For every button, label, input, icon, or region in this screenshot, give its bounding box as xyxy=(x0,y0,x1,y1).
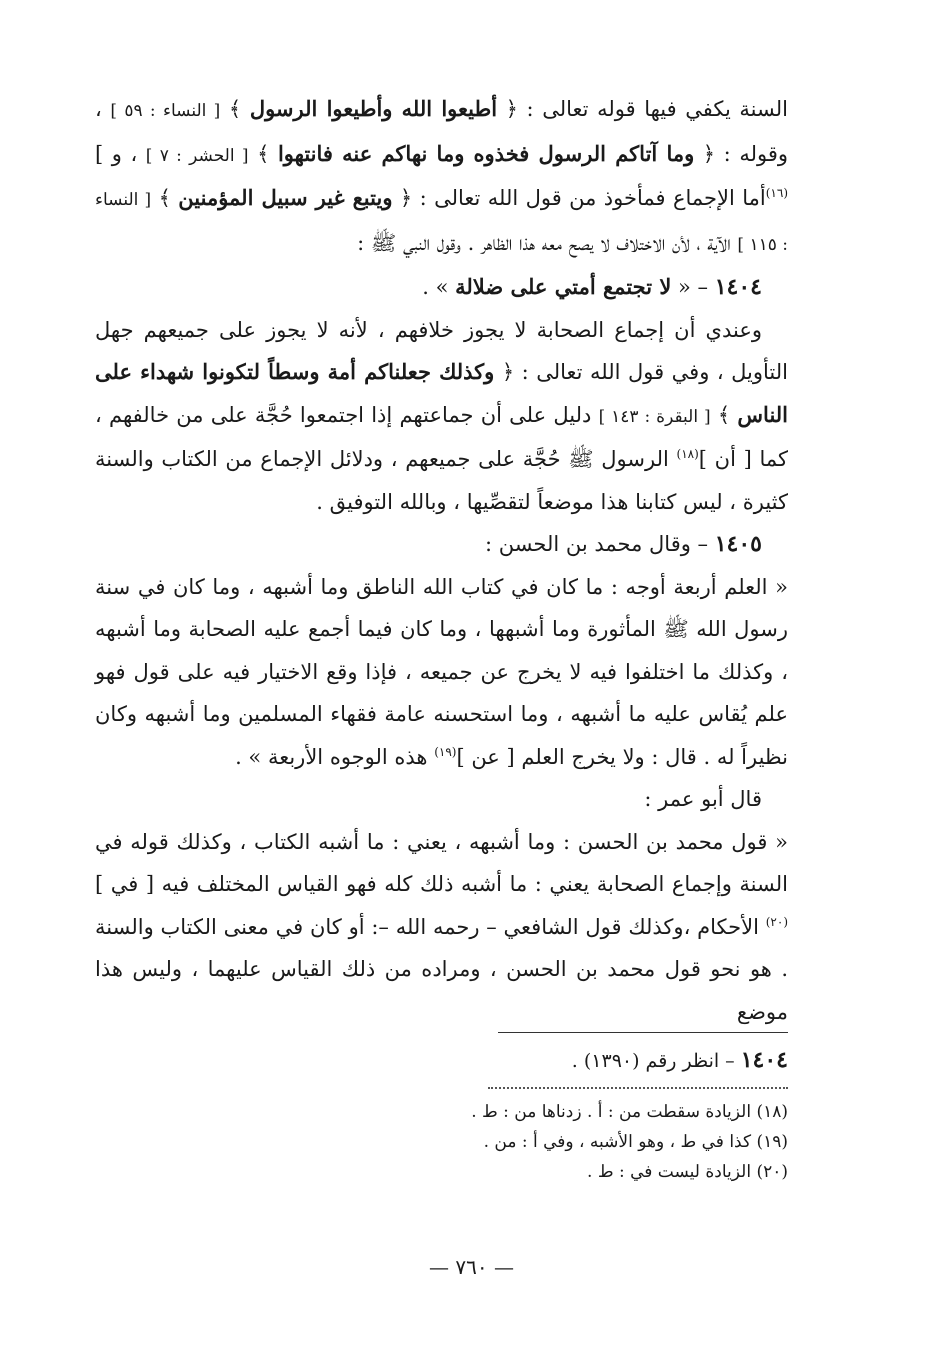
text-run: « قول محمد بن الحسن : وما أشبهه ، يعني : ما أشبه الكتاب ، وكذلك قوله في السنة وإجماع الصحابة يعني : ما أشبه ذلك كله فهو القياس المختلف فيه [ في ] xyxy=(95,829,788,896)
footnote-main-number: ١٤٠٤ xyxy=(740,1047,788,1073)
hadith-1404 xyxy=(95,266,788,309)
quote-paragraph xyxy=(95,566,788,779)
quran-verse: وما آتاكم الرسول فخذوه وما نهاكم عنه فانتهوا xyxy=(277,140,695,166)
quote-paragraph xyxy=(95,821,788,1034)
text-run: – وقال محمد بن الحسن : xyxy=(484,532,715,556)
quran-verse: ويتبع غير سبيل المؤمنين xyxy=(178,185,393,210)
text-run: ﴾ xyxy=(248,141,278,166)
dotted-separator xyxy=(488,1087,788,1089)
quran-verse: وكذلك جعلناكم أمة وسطاً لتكونوا شهداء على الناس xyxy=(95,359,789,427)
text-run: وعندي أن إجماع الصحابة لا يجوز خلافهم ، لأنه لا يجوز على جميعهم جهل التأويل ، وفي قول الله تعالى : ﴿ xyxy=(95,317,788,384)
footnote-main xyxy=(95,1040,788,1081)
text-run: دليل على أن جماعتهم إذا اجتمعوا حُجَّة على من خالفهم ، كما [ أن ] xyxy=(95,402,788,471)
text-run: ﴾ xyxy=(710,402,738,427)
text-run: أما الإجماع فمأخوذ من قول الله تعالى : ﴿ xyxy=(392,186,766,210)
verse-reference: [ البقرة : ١٤٣ ] xyxy=(598,406,711,427)
text-run: ﴾ xyxy=(151,186,179,210)
text-run: ، و ] xyxy=(95,141,146,166)
text-run: ﴾ xyxy=(220,97,250,121)
paragraph xyxy=(95,88,788,266)
footnote-main-text: – انظر رقم (١٣٩٠) . xyxy=(571,1050,741,1072)
quran-verse: لا تجتمع أمتي على ضلالة xyxy=(455,274,672,299)
entry-1405 xyxy=(95,523,788,566)
main-text xyxy=(95,88,788,1033)
footnote-19: (١٩) كذا في ط ، وهو الأشبه ، وفي أ : من . xyxy=(483,1132,788,1152)
text-run: « العلم أربعة أوجه : ما كان في كتاب الله الناطق وما أشبهه ، وما كان في سنة رسول الله ﷺ المأثورة وما أشبهها ، وما كان فيما أجمع عليه الصحابة وما أشبهه ، وكذلك ما اختلفوا فيه لا يخرج عن جميعه ، فإذا وقع الاختيار فيه على قول فهو علم يُقاس عليه ما أشبهه ، وما استحسنه عامة فقهاء المسلمين وما أشبهه وكان نظيراً له . قال : ولا يخرج العلم [ عن ] xyxy=(95,574,788,769)
entry-number: ١٤٠٥ xyxy=(714,531,762,557)
verse-reference: [ النساء : ٥٩ ] xyxy=(110,101,221,121)
footnote-ref: (١٩) xyxy=(434,744,457,759)
text-run: هذه الوجوه الأربعة » . xyxy=(235,744,435,769)
footnote-ref: (١٦) xyxy=(765,186,788,200)
footnote-20: (٢٠) الزيادة ليست في : ط . xyxy=(587,1162,788,1182)
footnote-ref: (١٨) xyxy=(676,447,699,461)
entry-number: ١٤٠٤ xyxy=(714,274,762,300)
verse-reference: [ الحشر : ٧ ] xyxy=(145,145,249,166)
text-run: الآية ، لأن الاختلاف لا يصح معه هذا الظاهر . وقول النبي ﷺ : xyxy=(357,230,738,255)
paragraph xyxy=(95,309,788,524)
paragraph xyxy=(95,778,788,821)
text-run: الرسول ﷺ حُجَّة على جميعهم ، ودلائل الإجماع من الكتاب والسنة كثيرة ، ليس كتابنا هذا موضعاً لتقصِّيها ، وبالله التوفيق . xyxy=(95,447,788,514)
footnote-divider xyxy=(498,1032,788,1033)
text-run: ، وقوله : ﴿ xyxy=(95,97,788,166)
page-number: — ٧٦٠ — xyxy=(429,1255,514,1279)
footnote-18: (١٨) الزيادة سقطت من : أ . زدناها من : ط . xyxy=(471,1102,788,1122)
verse-reference: [ النساء : ١١٥ ] xyxy=(95,190,788,255)
footnotes xyxy=(95,1040,788,1187)
quran-verse: أطيعوا الله وأطيعوا الرسول xyxy=(249,96,498,121)
text-run: » . xyxy=(422,275,456,299)
text-run: قال أبو عمر : xyxy=(644,787,762,811)
text-run: الأحكام ،وكذلك قول الشافعي – رحمه الله –: أو كان في معنى الكتاب والسنة . هو نحو قول محمد بن الحسن ، ومراده من ذلك القياس عليهما ، وليس هذا موضع xyxy=(95,914,788,1024)
text-run: – « xyxy=(671,275,715,299)
footnote-ref: (٢٠) xyxy=(765,914,788,929)
text-run: السنة يكفي فيها قوله تعالى : ﴿ xyxy=(497,97,788,121)
